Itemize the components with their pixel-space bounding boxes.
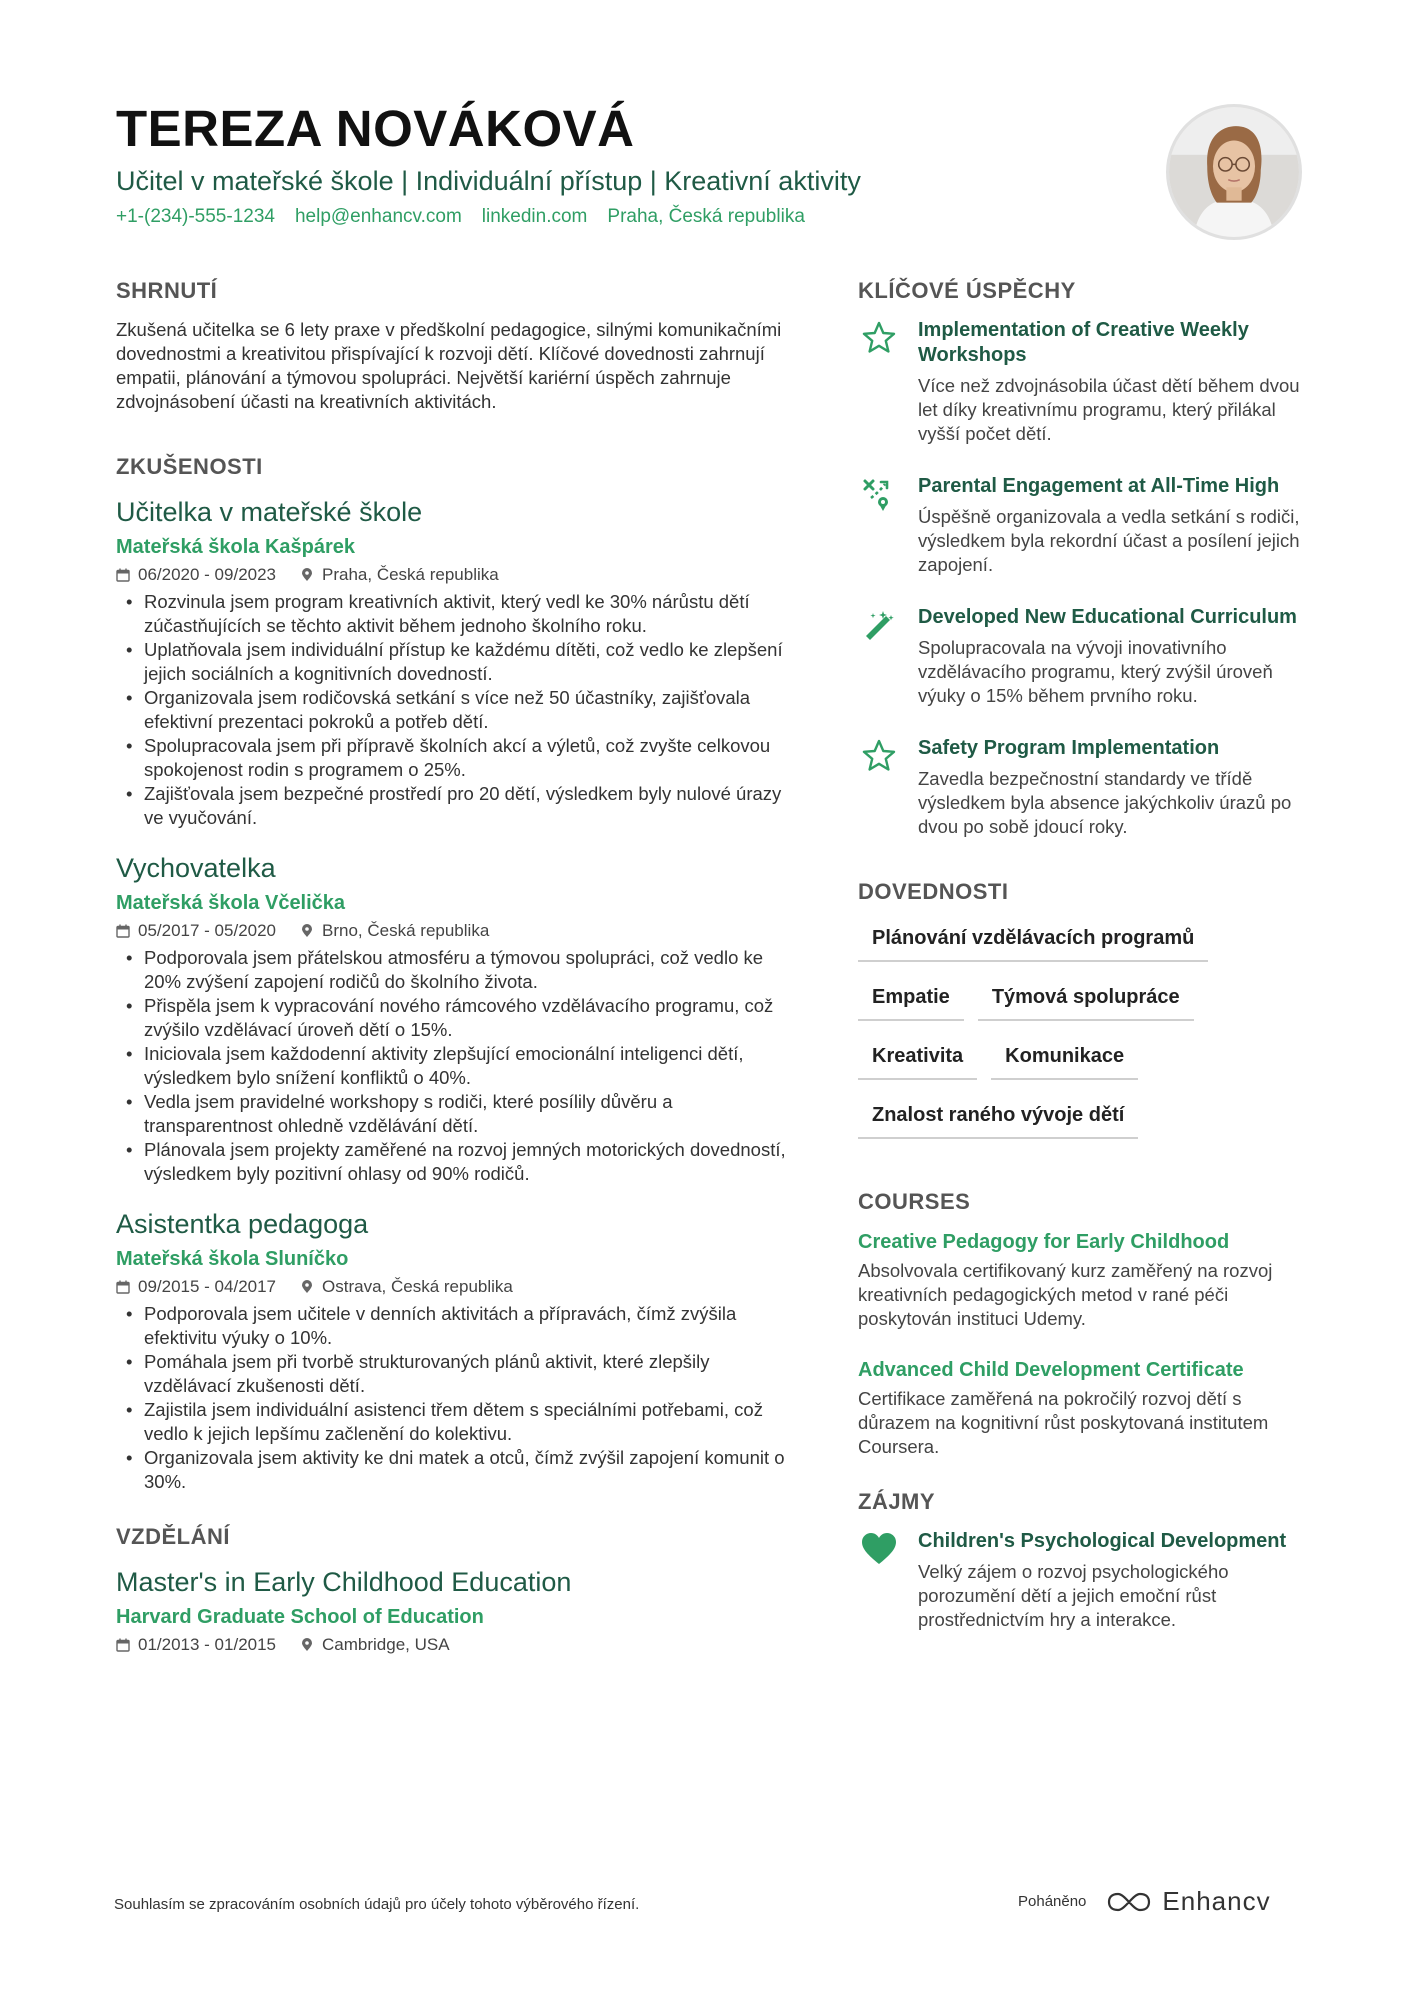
calendar-icon (116, 1280, 130, 1294)
bullet-item: • Přispěla jsem k vypracování nového rámcového vzdělávacího programu, což zvýšilo vzdělávací úroveň dětí o 15%. (116, 994, 796, 1042)
contact-row (116, 206, 1116, 228)
section-title-interests: ZÁJMY (858, 1489, 936, 1514)
bullet-item: • Pomáhala jsem při tvorbě strukturovaných plánů aktivit, které zlepšily vzdělávací zkušenosti dětí. (116, 1350, 796, 1398)
achievement-desc: Zavedla bezpečnostní standardy ve třídě výsledkem byla absence jakýchkoliv úrazů po dvou po sobě jdoucí roky. (918, 768, 1292, 837)
interest-title: Children's Psychological Development (918, 1530, 1287, 1552)
skill-tag: Empatie (858, 978, 964, 1021)
location-pin-icon (300, 1638, 314, 1652)
achievement-title: Parental Engagement at All-Time High (918, 475, 1280, 497)
course-desc: Absolvovala certifikovaný kurz zaměřený na rozvoj kreativních pedagogických metod v rané péči poskytován instituci Udemy. (858, 1260, 1273, 1329)
bullet-item: • Podporovala jsem učitele v denních aktivitách a přípravách, čímž zvýšila efektivitu výuky o 10%. (116, 1302, 796, 1350)
bullet-item: • Iniciovala jsem každodenní aktivity zlepšující emocionální inteligenci dětí, výsledkem bylo snížení konfliktů o 40%. (116, 1042, 796, 1090)
calendar-icon (116, 568, 130, 582)
section-title-education: VZDĚLÁNÍ (116, 1524, 230, 1549)
bullet-item: • Uplatňovala jsem individuální přístup ke každému dítěti, což vedlo ke zlepšení jejich sociálních a kognitivních dovedností. (116, 638, 796, 686)
interest-desc: Velký zájem o rozvoj psychologického porozumění dětí a jejich emoční růst prostřednictvím hry a interakce. (918, 1561, 1229, 1630)
education-dates (116, 1634, 276, 1656)
brand-name: Enhancv (1162, 1886, 1271, 1916)
bullet-item: • Plánovala jsem projekty zaměřené na rozvoj jemných motorických dovedností, výsledkem byly pozitivní ohlasy od 90% rodičů. (116, 1138, 796, 1186)
phone[interactable]: +1-(234)-555-1234 (116, 206, 275, 227)
job-location (300, 920, 489, 942)
dates-text: 06/2020 - 09/2023 (138, 565, 277, 584)
job-location (300, 1276, 513, 1298)
powered-by (1018, 1886, 1271, 1917)
job-entry (116, 1206, 796, 1494)
location-pin-icon (300, 924, 314, 938)
interest-item (858, 1529, 1308, 1632)
location-pin-icon (300, 1280, 314, 1294)
skills-list (858, 919, 1308, 1155)
job-bullets (116, 1302, 796, 1494)
dates-text: 01/2013 - 01/2015 (138, 1635, 277, 1654)
skill-tag: Kreativita (858, 1037, 977, 1080)
bullet-item: • Zajišťovala jsem bezpečné prostředí pro 20 dětí, výsledkem byly nulové úrazy ve vyučování. (116, 782, 796, 830)
candidate-headline: Učitel v mateřské škole | Individuální přístup | Kreativní aktivity (116, 166, 861, 196)
magic-wand-icon (858, 605, 900, 647)
interests-section (858, 1489, 1308, 1632)
education-meta (116, 1634, 796, 1656)
job-meta (116, 1276, 796, 1298)
email-link[interactable]: help@enhancv.com (294, 206, 462, 227)
location-text: Ostrava, Česká republika (322, 1277, 513, 1296)
location-text: Praha, Česká republika (322, 565, 499, 584)
job-title: Učitelka v mateřské škole (116, 497, 423, 527)
job-entry (116, 494, 796, 830)
job-bullets (116, 946, 796, 1186)
bullet-item: • Zajistila jsem individuální asistenci třem dětem s speciálními potřebami, což vedlo k jejich lepšímu začlenění do kolektivu. (116, 1398, 796, 1446)
degree-title: Master's in Early Childhood Education (116, 1567, 572, 1597)
dates-text: 05/2017 - 05/2020 (138, 921, 277, 940)
star-icon (858, 736, 900, 778)
job-entry (116, 850, 796, 1186)
bullet-item: • Rozvinula jsem program kreativních aktivit, který vedl ke 30% nárůstu dětí zúčastňujících se těchto aktivit během jednoho školního roku. (116, 590, 796, 638)
location-text: Brno, Česká republika (322, 921, 490, 940)
section-title-achievements: KLÍČOVÉ ÚSPĚCHY (858, 278, 1076, 303)
calendar-icon (116, 924, 130, 938)
achievement-title: Implementation of Creative Weekly Workshops (918, 319, 1249, 366)
location-text: Cambridge, USA (322, 1635, 450, 1654)
course-title: Creative Pedagogy for Early Childhood (858, 1231, 1230, 1253)
dates-text: 09/2015 - 04/2017 (138, 1277, 277, 1296)
location: Praha, Česká republika (607, 206, 805, 227)
star-icon (858, 318, 900, 360)
job-meta (116, 564, 796, 586)
candidate-name: TEREZA NOVÁKOVÁ (116, 100, 635, 157)
consent-note: Souhlasím se zpracováním osobních údajů pro účely tohoto výběrového řízení. (114, 1896, 640, 1913)
left-column (116, 278, 796, 1696)
job-title: Vychovatelka (116, 853, 276, 883)
profile-photo (1169, 107, 1299, 237)
bullet-item: • Organizovala jsem aktivity ke dni matek a otců, čímž zvýšil zapojení komunit o 30%. (116, 1446, 796, 1494)
job-dates (116, 564, 276, 586)
achievement-desc: Více než zdvojnásobila účast dětí během dvou let díky kreativnímu programu, který přilákal vyšší počet dětí. (918, 375, 1300, 444)
location-pin-icon (300, 568, 314, 582)
skill-tag: Plánování vzdělávacích programů (858, 919, 1208, 962)
achievement-item (858, 318, 1308, 446)
skill-tag: Znalost raného vývoje dětí (858, 1096, 1138, 1139)
skill-tag: Komunikace (991, 1037, 1138, 1080)
achievement-title: Safety Program Implementation (918, 737, 1220, 759)
job-bullets (116, 590, 796, 830)
calendar-icon (116, 1638, 130, 1652)
achievement-desc: Úspěšně organizovala a vedla setkání s rodiči, výsledkem byla rekordní účast a posílení jejich zapojení. (918, 506, 1300, 575)
education-section (116, 1524, 796, 1656)
summary-text: Zkušená učitelka se 6 lety praxe v předškolní pedagogice, silnými komunikačními dovednostmi a kreativitou přispívající k rozvoji dětí. Klíčové dovednosti zahrnují empatii, plánování a týmovou spolupráci. Největší kariérní úspěch zahrnuje zdvojnásobení účasti na kreativních aktivitách. (116, 319, 782, 412)
section-title-courses: COURSES (858, 1189, 971, 1214)
section-title-summary: SHRNUTÍ (116, 278, 218, 303)
bullet-item: • Podporovala jsem přátelskou atmosféru a týmovou spolupráci, což vedlo ke 20% zvýšení zapojení rodičů do školního života. (116, 946, 796, 994)
enhancv-logo[interactable] (1106, 1886, 1270, 1917)
bullet-item: • Vedla jsem pravidelné workshopy s rodiči, které posílily důvěru a transparentnost ohledně vzdělávání dětí. (116, 1090, 796, 1138)
section-title-experience: ZKUŠENOSTI (116, 454, 263, 479)
bullet-item: • Organizovala jsem rodičovská setkání s více než 50 účastníky, zajišťovala efektivní prezentaci pokroků a potřeb dětí. (116, 686, 796, 734)
achievement-item (858, 736, 1308, 839)
skills-section (858, 879, 1308, 1155)
linkedin-link[interactable]: linkedin.com (481, 206, 588, 227)
courses-section (858, 1189, 1308, 1459)
job-dates (116, 920, 276, 942)
achievements-section (858, 278, 1308, 839)
job-company: Mateřská škola Včelička (116, 892, 346, 914)
course-item (858, 1357, 1308, 1459)
route-icon (858, 474, 900, 516)
summary-section (116, 278, 796, 414)
heart-icon (858, 1529, 900, 1571)
job-company: Mateřská škola Kašpárek (116, 536, 356, 558)
bullet-item: • Spolupracovala jsem při přípravě školních akcí a výletů, což zvyšte celkovou spokojenost rodin s programem o 25%. (116, 734, 796, 782)
powered-label: Poháněno (1018, 1893, 1087, 1910)
achievement-item (858, 605, 1308, 708)
job-company: Mateřská škola Sluníčko (116, 1248, 349, 1270)
course-desc: Certifikace zaměřená na pokročilý rozvoj dětí s důrazem na kognitivní růst poskytovaná institutem Coursera. (858, 1388, 1269, 1457)
skill-tag: Týmová spolupráce (978, 978, 1194, 1021)
achievement-title: Developed New Educational Curriculum (918, 606, 1297, 628)
job-meta (116, 920, 796, 942)
achievement-item (858, 474, 1308, 577)
avatar (1166, 104, 1302, 240)
section-title-skills: DOVEDNOSTI (858, 879, 1009, 904)
infinity-icon (1106, 1889, 1152, 1915)
course-item (858, 1229, 1308, 1331)
experience-section (116, 454, 796, 1494)
school-name: Harvard Graduate School of Education (116, 1606, 484, 1628)
job-title: Asistentka pedagoga (116, 1209, 369, 1239)
achievement-desc: Spolupracovala na vývoji inovativního vzdělávacího programu, který zvýšil úroveň výuky o 15% během prvního roku. (918, 637, 1273, 706)
job-dates (116, 1276, 276, 1298)
job-location (300, 564, 499, 586)
resume-header (116, 100, 1116, 228)
education-location (300, 1634, 450, 1656)
course-title: Advanced Child Development Certificate (858, 1359, 1244, 1381)
right-column (858, 278, 1308, 1672)
